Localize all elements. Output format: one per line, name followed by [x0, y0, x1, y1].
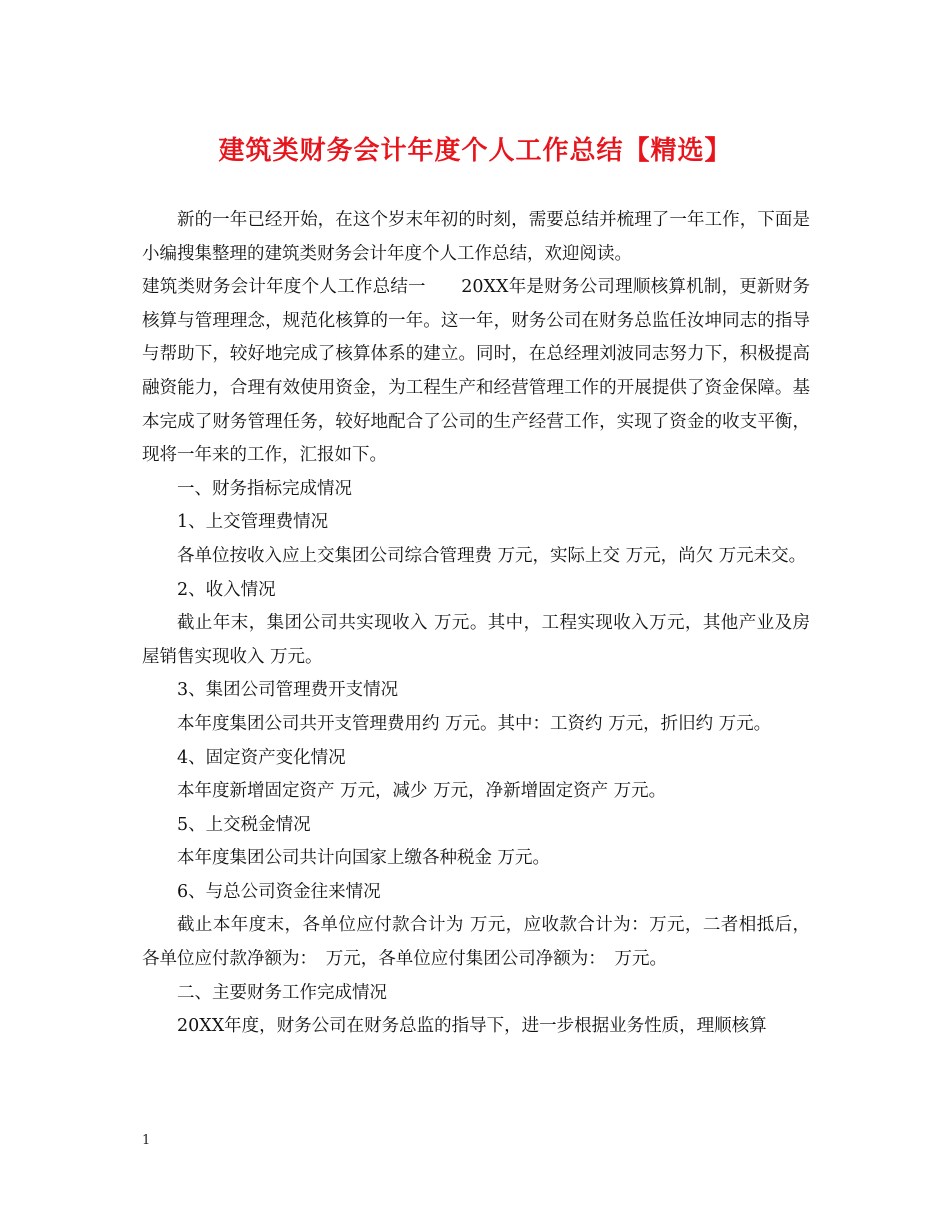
section-heading: 二、主要财务工作完成情况 [177, 982, 387, 1003]
paragraph: 各单位按收入应上交集团公司综合管理费 万元，实际上交 万元，尚欠 万元未交。 [177, 545, 807, 566]
paragraph: 本年度新增固定资产 万元，减少 万元，净新增固定资产 万元。 [177, 781, 667, 802]
subsection-heading: 1、上交管理费情况 [177, 512, 329, 533]
paragraph: 20XX年度，财务公司在财务总监的指导下，进一步根据业务性质，理顺核算 [177, 1016, 767, 1037]
section-heading: 一、财务指标完成情况 [177, 478, 352, 499]
subsection-heading: 5、上交税金情况 [177, 814, 311, 835]
paragraph: 截止年末，集团公司共实现收入 万元。其中，工程实现收入万元，其他产业及房屋销售实现收入 万元。 [142, 613, 810, 667]
subsection-heading: 6、与总公司资金往来情况 [177, 881, 381, 902]
document-body [142, 204, 810, 1044]
subsection-heading: 3、集团公司管理费开支情况 [177, 680, 399, 701]
paragraph: 新的一年已经开始，在这个岁末年初的时刻，需要总结并梳理了一年工作，下面是小编搜集整理的建筑类财务会计年度个人工作总结，欢迎阅读。 [142, 210, 810, 264]
subsection-heading: 4、固定资产变化情况 [177, 747, 346, 768]
document-title: 建筑类财务会计年度个人工作总结【精选】 [218, 136, 732, 166]
paragraph: 建筑类财务会计年度个人工作总结一 20XX年是财务公司理顺核算机制，更新财务核算与管理理念，规范化核算的一年。这一年，财务公司在财务总监任汝坤同志的指导与帮助下，较好地完成了核算体系的建立。同时，在总经理刘波同志努力下，积极提高融资能力，合理有效使用资金，为工程生产和经营管理工作的开展提供了资金保障。基本完成了财务管理任务，较好地配合了公司的生产经营工作，实现了资金的收支平衡，现将一年来的工作，汇报如下。 [142, 277, 810, 466]
paragraph: 本年度集团公司共计向国家上缴各种税金 万元。 [177, 848, 551, 869]
page-number: 1 [142, 1133, 151, 1148]
paragraph: 截止本年度末，各单位应付款合计为 万元，应收款合计为：万元，二者相抵后，各单位应付款净额为： 万元，各单位应付集团公司净额为： 万元。 [142, 915, 810, 970]
subsection-heading: 2、收入情况 [177, 579, 276, 600]
paragraph: 本年度集团公司共开支管理费用约 万元。其中：工资约 万元，折旧约 万元。 [177, 713, 772, 734]
